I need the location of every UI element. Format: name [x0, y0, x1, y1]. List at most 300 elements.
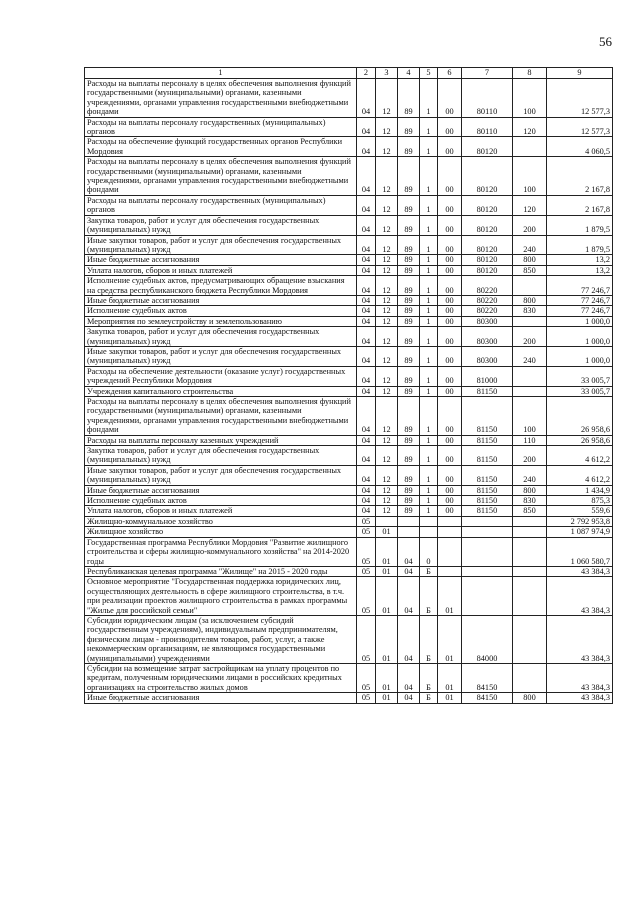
- cell-expense-type: 200: [513, 215, 547, 235]
- cell-subprogram: 1: [420, 215, 438, 235]
- table-row: [85, 215, 613, 235]
- cell-name: Жилищное хозяйство: [85, 527, 357, 537]
- cell-direction: 81000: [462, 366, 513, 386]
- cell-direction: 80300: [462, 327, 513, 347]
- cell-program: 89: [398, 397, 420, 436]
- cell-subprogram: 1: [420, 157, 438, 196]
- cell-section: 04: [357, 276, 376, 296]
- cell-main-activity: 01: [438, 663, 462, 692]
- cell-program: 89: [398, 215, 420, 235]
- cell-amount: 43 384,3: [547, 693, 613, 703]
- cell-name: Расходы на выплаты персоналу в целях обеспечения выполнения функций государственными (муниципальными) органами, казенными учреждениями, органами управления государственными внебюджетными фондами: [85, 79, 357, 118]
- table-row: [85, 195, 613, 215]
- cell-direction: 81150: [462, 465, 513, 485]
- cell-subprogram: 1: [420, 506, 438, 516]
- cell-subsection: 12: [376, 386, 398, 396]
- cell-name: Расходы на обеспечение деятельности (оказание услуг) государственных учреждений Республики Мордовия: [85, 366, 357, 386]
- cell-program: 04: [398, 577, 420, 616]
- cell-subsection: 01: [376, 566, 398, 576]
- cell-program: 89: [398, 306, 420, 316]
- cell-program: 89: [398, 386, 420, 396]
- cell-section: 04: [357, 117, 376, 137]
- cell-subprogram: Б: [420, 663, 438, 692]
- cell-program: 89: [398, 446, 420, 466]
- cell-section: 05: [357, 663, 376, 692]
- cell-section: 04: [357, 255, 376, 265]
- cell-direction: 81150: [462, 386, 513, 396]
- cell-subprogram: 1: [420, 316, 438, 326]
- cell-main-activity: 00: [438, 327, 462, 347]
- header-col-1: 1: [85, 68, 357, 79]
- cell-program: 89: [398, 255, 420, 265]
- cell-main-activity: 00: [438, 386, 462, 396]
- cell-program: 04: [398, 537, 420, 566]
- cell-expense-type: 800: [513, 693, 547, 703]
- cell-expense-type: 240: [513, 346, 547, 366]
- cell-name: Исполнение судебных актов: [85, 496, 357, 506]
- cell-subprogram: 1: [420, 366, 438, 386]
- cell-amount: 43 384,3: [547, 615, 613, 663]
- cell-main-activity: 00: [438, 346, 462, 366]
- cell-name: Расходы на выплаты персоналу в целях обеспечения выполнения функций государственными (муниципальными) органами, казенными учреждениями, органами управления государственными внебюджетными фондами: [85, 157, 357, 196]
- cell-direction: 81150: [462, 506, 513, 516]
- cell-name: Иные бюджетные ассигнования: [85, 485, 357, 495]
- cell-main-activity: 00: [438, 157, 462, 196]
- cell-amount: 77 246,7: [547, 276, 613, 296]
- cell-name: Республиканская целевая программа "Жилище" на 2015 - 2020 годы: [85, 566, 357, 576]
- cell-main-activity: 00: [438, 137, 462, 157]
- cell-section: 04: [357, 235, 376, 255]
- cell-subprogram: 1: [420, 79, 438, 118]
- cell-program: [398, 527, 420, 537]
- cell-amount: 559,6: [547, 506, 613, 516]
- cell-subprogram: 1: [420, 346, 438, 366]
- table-row: [85, 276, 613, 296]
- cell-subsection: 01: [376, 537, 398, 566]
- table-row: [85, 537, 613, 566]
- cell-program: 89: [398, 496, 420, 506]
- cell-subsection: 12: [376, 137, 398, 157]
- cell-program: 89: [398, 485, 420, 495]
- table-row: [85, 316, 613, 326]
- table-row: [85, 327, 613, 347]
- cell-main-activity: 00: [438, 235, 462, 255]
- cell-expense-type: 120: [513, 117, 547, 137]
- cell-subprogram: 1: [420, 327, 438, 347]
- cell-section: 04: [357, 446, 376, 466]
- cell-section: 04: [357, 397, 376, 436]
- cell-amount: 1 000,0: [547, 327, 613, 347]
- cell-amount: 43 384,3: [547, 663, 613, 692]
- cell-subprogram: Б: [420, 615, 438, 663]
- cell-section: 04: [357, 485, 376, 495]
- cell-main-activity: 00: [438, 435, 462, 445]
- cell-subsection: 12: [376, 79, 398, 118]
- cell-expense-type: [513, 276, 547, 296]
- cell-program: 89: [398, 366, 420, 386]
- cell-section: 04: [357, 346, 376, 366]
- cell-section: 04: [357, 306, 376, 316]
- cell-amount: 4 612,2: [547, 465, 613, 485]
- cell-expense-type: 100: [513, 79, 547, 118]
- cell-direction: 84000: [462, 615, 513, 663]
- table-row: [85, 693, 613, 703]
- table-row: [85, 157, 613, 196]
- cell-expense-type: 100: [513, 157, 547, 196]
- cell-section: 04: [357, 506, 376, 516]
- cell-subsection: 12: [376, 276, 398, 296]
- cell-section: 04: [357, 157, 376, 196]
- cell-name: Закупка товаров, работ и услуг для обеспечения государственных (муниципальных) нужд: [85, 446, 357, 466]
- cell-expense-type: 110: [513, 435, 547, 445]
- cell-amount: 77 246,7: [547, 306, 613, 316]
- cell-amount: 1 000,0: [547, 316, 613, 326]
- cell-amount: 12 577,3: [547, 117, 613, 137]
- cell-direction: 80220: [462, 276, 513, 296]
- cell-subprogram: 1: [420, 265, 438, 275]
- cell-section: 04: [357, 327, 376, 347]
- cell-direction: 81150: [462, 397, 513, 436]
- cell-subsection: 12: [376, 346, 398, 366]
- cell-amount: 12 577,3: [547, 79, 613, 118]
- cell-name: Иные бюджетные ассигнования: [85, 295, 357, 305]
- cell-expense-type: [513, 386, 547, 396]
- cell-subprogram: 1: [420, 306, 438, 316]
- cell-name: Расходы на выплаты персоналу в целях обеспечения выполнения функций государственными (муниципальными) органами, казенными учреждениями, органами управления государственными внебюджетными фондами: [85, 397, 357, 436]
- cell-direction: [462, 566, 513, 576]
- cell-expense-type: 800: [513, 255, 547, 265]
- budget-table-body: [85, 79, 613, 704]
- cell-subprogram: Б: [420, 566, 438, 576]
- cell-amount: 43 384,3: [547, 566, 613, 576]
- cell-direction: 80220: [462, 295, 513, 305]
- cell-name: Исполнение судебных актов, предусматривающих обращение взыскания на средства республиканского бюджета Республики Мордовия: [85, 276, 357, 296]
- cell-name: Уплата налогов, сборов и иных платежей: [85, 265, 357, 275]
- cell-program: 04: [398, 566, 420, 576]
- cell-amount: 2 167,8: [547, 195, 613, 215]
- table-row: [85, 527, 613, 537]
- cell-name: Закупка товаров, работ и услуг для обеспечения государственных (муниципальных) нужд: [85, 327, 357, 347]
- cell-section: 04: [357, 295, 376, 305]
- cell-subsection: 12: [376, 397, 398, 436]
- table-row: [85, 496, 613, 506]
- cell-expense-type: 200: [513, 327, 547, 347]
- cell-main-activity: 00: [438, 215, 462, 235]
- cell-program: 89: [398, 265, 420, 275]
- cell-amount: 1 434,9: [547, 485, 613, 495]
- cell-subprogram: 1: [420, 137, 438, 157]
- cell-section: 04: [357, 386, 376, 396]
- cell-expense-type: 850: [513, 265, 547, 275]
- cell-main-activity: 00: [438, 117, 462, 137]
- cell-subsection: 12: [376, 295, 398, 305]
- cell-program: 89: [398, 295, 420, 305]
- cell-name: Иные закупки товаров, работ и услуг для обеспечения государственных (муниципальных) нужд: [85, 346, 357, 366]
- cell-direction: 81150: [462, 485, 513, 495]
- cell-program: 04: [398, 663, 420, 692]
- cell-program: 89: [398, 235, 420, 255]
- cell-amount: 77 246,7: [547, 295, 613, 305]
- cell-section: 04: [357, 265, 376, 275]
- cell-name: Закупка товаров, работ и услуг для обеспечения государственных (муниципальных) нужд: [85, 215, 357, 235]
- cell-expense-type: 200: [513, 446, 547, 466]
- table-row: [85, 663, 613, 692]
- cell-expense-type: 120: [513, 195, 547, 215]
- cell-direction: [462, 537, 513, 566]
- cell-program: 89: [398, 117, 420, 137]
- header-col-5: 5: [420, 68, 438, 79]
- cell-name: Расходы на выплаты персоналу государственных (муниципальных) органов: [85, 117, 357, 137]
- cell-subsection: 12: [376, 435, 398, 445]
- cell-subsection: 12: [376, 195, 398, 215]
- table-row: [85, 265, 613, 275]
- cell-amount: 2 167,8: [547, 157, 613, 196]
- cell-main-activity: [438, 516, 462, 526]
- table-row: [85, 397, 613, 436]
- table-row: [85, 566, 613, 576]
- cell-subprogram: 1: [420, 386, 438, 396]
- cell-expense-type: [513, 615, 547, 663]
- cell-expense-type: [513, 366, 547, 386]
- header-col-9: 9: [547, 68, 613, 79]
- cell-section: 04: [357, 366, 376, 386]
- cell-main-activity: 00: [438, 506, 462, 516]
- cell-main-activity: 00: [438, 446, 462, 466]
- cell-program: 89: [398, 79, 420, 118]
- cell-subprogram: 1: [420, 276, 438, 296]
- cell-direction: 81150: [462, 496, 513, 506]
- cell-subprogram: 1: [420, 435, 438, 445]
- cell-direction: 81150: [462, 435, 513, 445]
- cell-subsection: 12: [376, 485, 398, 495]
- cell-main-activity: 01: [438, 615, 462, 663]
- cell-program: 89: [398, 157, 420, 196]
- cell-program: 04: [398, 693, 420, 703]
- cell-main-activity: 00: [438, 195, 462, 215]
- cell-subprogram: [420, 527, 438, 537]
- cell-expense-type: 800: [513, 485, 547, 495]
- cell-program: 89: [398, 327, 420, 347]
- cell-subprogram: 1: [420, 255, 438, 265]
- table-row: [85, 306, 613, 316]
- cell-direction: 80120: [462, 195, 513, 215]
- cell-subsection: 12: [376, 265, 398, 275]
- cell-direction: 80300: [462, 316, 513, 326]
- cell-direction: 81150: [462, 446, 513, 466]
- cell-amount: 1 060 580,7: [547, 537, 613, 566]
- cell-name: Расходы на выплаты персоналу казенных учреждений: [85, 435, 357, 445]
- cell-name: Субсидии на возмещение затрат застройщикам на уплату процентов по кредитам, полученным юридическими лицами в российских кредитных организациях на строительство жилых домов: [85, 663, 357, 692]
- cell-subprogram: 1: [420, 235, 438, 255]
- table-row: [85, 235, 613, 255]
- cell-direction: 84150: [462, 663, 513, 692]
- cell-section: 04: [357, 465, 376, 485]
- cell-amount: 13,2: [547, 265, 613, 275]
- cell-section: 04: [357, 215, 376, 235]
- cell-subprogram: 1: [420, 397, 438, 436]
- cell-expense-type: 830: [513, 306, 547, 316]
- cell-direction: 84150: [462, 693, 513, 703]
- cell-main-activity: 00: [438, 485, 462, 495]
- cell-main-activity: 00: [438, 465, 462, 485]
- cell-subprogram: 1: [420, 295, 438, 305]
- cell-program: [398, 516, 420, 526]
- cell-expense-type: 240: [513, 465, 547, 485]
- cell-direction: 80120: [462, 215, 513, 235]
- budget-table: [84, 67, 613, 704]
- header-col-6: 6: [438, 68, 462, 79]
- cell-program: 89: [398, 137, 420, 157]
- cell-main-activity: 00: [438, 496, 462, 506]
- cell-section: 04: [357, 496, 376, 506]
- table-row: [85, 435, 613, 445]
- table-row: [85, 615, 613, 663]
- cell-name: Иные бюджетные ассигнования: [85, 693, 357, 703]
- cell-main-activity: 01: [438, 577, 462, 616]
- cell-subprogram: 1: [420, 485, 438, 495]
- cell-direction: 80120: [462, 137, 513, 157]
- header-col-4: 4: [398, 68, 420, 79]
- cell-main-activity: 00: [438, 255, 462, 265]
- cell-main-activity: [438, 537, 462, 566]
- table-row: [85, 446, 613, 466]
- cell-program: 89: [398, 276, 420, 296]
- cell-direction: 80110: [462, 79, 513, 118]
- table-row: [85, 79, 613, 118]
- cell-subsection: 12: [376, 316, 398, 326]
- page-number: 56: [599, 34, 612, 49]
- cell-main-activity: 00: [438, 397, 462, 436]
- cell-direction: 80220: [462, 306, 513, 316]
- cell-main-activity: [438, 527, 462, 537]
- cell-section: 04: [357, 195, 376, 215]
- table-row: [85, 117, 613, 137]
- cell-amount: 1 879,5: [547, 235, 613, 255]
- cell-program: 89: [398, 346, 420, 366]
- cell-expense-type: [513, 577, 547, 616]
- cell-expense-type: [513, 516, 547, 526]
- cell-main-activity: 00: [438, 276, 462, 296]
- header-col-3: 3: [376, 68, 398, 79]
- table-row: [85, 255, 613, 265]
- cell-subsection: 12: [376, 366, 398, 386]
- cell-program: 04: [398, 615, 420, 663]
- cell-amount: 13,2: [547, 255, 613, 265]
- cell-section: 05: [357, 615, 376, 663]
- cell-direction: 80110: [462, 117, 513, 137]
- cell-expense-type: 850: [513, 506, 547, 516]
- cell-subsection: 12: [376, 157, 398, 196]
- table-row: [85, 577, 613, 616]
- table-row: [85, 137, 613, 157]
- cell-name: Расходы на выплаты персоналу государственных (муниципальных) органов: [85, 195, 357, 215]
- cell-name: Государственная программа Республики Мордовия "Развитие жилищного строительства и сферы жилищно-коммунального хозяйства" на 2014-2020 годы: [85, 537, 357, 566]
- cell-amount: 33 005,7: [547, 386, 613, 396]
- cell-section: 05: [357, 516, 376, 526]
- table-row: [85, 386, 613, 396]
- cell-subprogram: Б: [420, 693, 438, 703]
- cell-main-activity: 00: [438, 366, 462, 386]
- cell-section: 05: [357, 577, 376, 616]
- cell-expense-type: 830: [513, 496, 547, 506]
- cell-subsection: 12: [376, 117, 398, 137]
- cell-expense-type: [513, 663, 547, 692]
- cell-subsection: 12: [376, 306, 398, 316]
- cell-section: 05: [357, 537, 376, 566]
- cell-name: Расходы на обеспечение функций государственных органов Республики Мордовия: [85, 137, 357, 157]
- cell-name: Мероприятия по землеустройству и землепользованию: [85, 316, 357, 326]
- table-row: [85, 485, 613, 495]
- cell-program: 89: [398, 435, 420, 445]
- cell-direction: 80300: [462, 346, 513, 366]
- table-row: [85, 465, 613, 485]
- cell-subsection: 12: [376, 215, 398, 235]
- cell-amount: 4 060,5: [547, 137, 613, 157]
- cell-amount: 1 087 974,9: [547, 527, 613, 537]
- cell-subsection: 12: [376, 255, 398, 265]
- header-row: [85, 68, 613, 79]
- cell-amount: 4 612,2: [547, 446, 613, 466]
- cell-subsection: 01: [376, 527, 398, 537]
- header-col-2: 2: [357, 68, 376, 79]
- cell-subsection: 12: [376, 496, 398, 506]
- cell-subprogram: 1: [420, 446, 438, 466]
- cell-subsection: 01: [376, 615, 398, 663]
- header-col-8: 8: [513, 68, 547, 79]
- cell-direction: [462, 527, 513, 537]
- cell-name: Исполнение судебных актов: [85, 306, 357, 316]
- cell-direction: [462, 577, 513, 616]
- cell-subsection: 12: [376, 235, 398, 255]
- cell-name: Иные бюджетные ассигнования: [85, 255, 357, 265]
- cell-subprogram: 1: [420, 117, 438, 137]
- cell-amount: 26 958,6: [547, 435, 613, 445]
- cell-expense-type: [513, 527, 547, 537]
- cell-subsection: 12: [376, 327, 398, 347]
- cell-amount: 26 958,6: [547, 397, 613, 436]
- cell-expense-type: [513, 566, 547, 576]
- cell-expense-type: 800: [513, 295, 547, 305]
- cell-amount: 875,3: [547, 496, 613, 506]
- cell-expense-type: [513, 137, 547, 157]
- table-row: [85, 366, 613, 386]
- cell-subsection: 01: [376, 693, 398, 703]
- cell-name: Субсидии юридическим лицам (за исключением субсидий государственным учреждениям), индивидуальным предпринимателям, физическим лицам - производителям товаров, работ, услуг, а также некоммерческим организациям, не являющимся государственными (муниципальными) учреждениями: [85, 615, 357, 663]
- cell-subprogram: 1: [420, 195, 438, 215]
- cell-amount: 1 879,5: [547, 215, 613, 235]
- cell-expense-type: [513, 537, 547, 566]
- cell-subprogram: 1: [420, 496, 438, 506]
- cell-program: 89: [398, 506, 420, 516]
- cell-name: Иные закупки товаров, работ и услуг для обеспечения государственных (муниципальных) нужд: [85, 235, 357, 255]
- cell-amount: 43 384,3: [547, 577, 613, 616]
- cell-program: 89: [398, 316, 420, 326]
- cell-direction: [462, 516, 513, 526]
- cell-amount: 1 000,0: [547, 346, 613, 366]
- cell-main-activity: 00: [438, 265, 462, 275]
- cell-main-activity: 00: [438, 79, 462, 118]
- cell-section: 04: [357, 316, 376, 326]
- cell-subsection: 12: [376, 465, 398, 485]
- cell-main-activity: [438, 566, 462, 576]
- cell-name: Уплата налогов, сборов и иных платежей: [85, 506, 357, 516]
- cell-subsection: [376, 516, 398, 526]
- cell-subprogram: [420, 516, 438, 526]
- cell-direction: 80120: [462, 265, 513, 275]
- cell-direction: 80120: [462, 235, 513, 255]
- cell-name: Учреждения капитального строительства: [85, 386, 357, 396]
- cell-main-activity: 00: [438, 316, 462, 326]
